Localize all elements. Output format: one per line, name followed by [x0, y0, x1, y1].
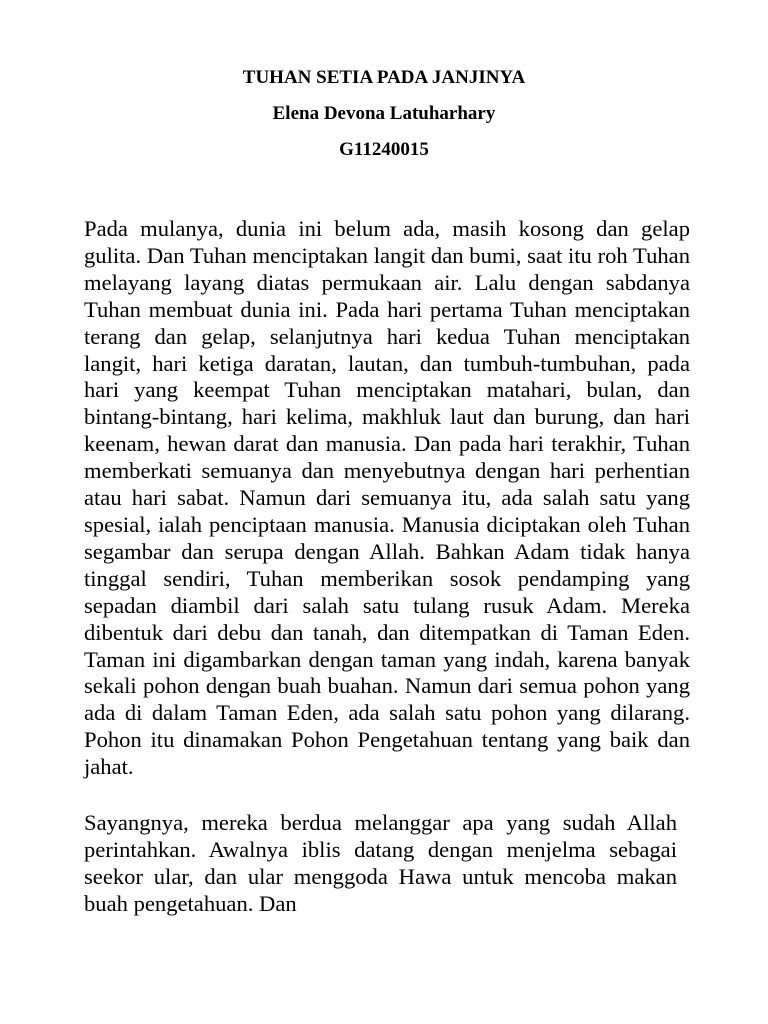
- body-paragraph-creation: Pada mulanya, dunia ini belum ada, masih kosong dan gelap gulita. Dan Tuhan menciptakan langit dan bumi, saat itu roh Tuhan melayang layang diatas permukaan air. Lalu dengan sabdanya Tuhan membuat dunia ini. Pada hari pertama Tuhan menciptakan terang dan gelap, selanjutnya hari kedua Tuhan menciptakan langit, hari ketiga daratan, lautan, dan tumbuh-tumbuhan, pada hari yang keempat Tuhan menciptakan matahari, bulan, dan bintang-bintang, hari kelima, makhluk laut dan burung, dan hari keenam, hewan darat dan manusia. Dan pada hari terakhir, Tuhan memberkati semuanya dan menyebutnya dengan hari perhentian atau hari sabat. Namun dari semuanya itu, ada salah satu yang spesial, ialah penciptaan manusia. Manusia diciptakan oleh Tuhan segambar dan serupa dengan Allah. Bahkan Adam tidak hanya tinggal sendiri, Tuhan memberikan sosok pendamping yang sepadan diambil dari salah satu tulang rusuk Adam. Mereka dibentuk dari debu dan tanah, dan ditempatkan di Taman Eden. Taman ini digambarkan dengan taman yang indah, karena banyak sekali pohon dengan buah buahan. Namun dari semua pohon yang ada di dalam Taman Eden, ada salah satu pohon yang dilarang. Pohon itu dinamakan Pohon Pengetahuan tentang yang baik dan jahat.: [84, 216, 690, 780]
- document-header: [0, 68, 768, 159]
- document-title: TUHAN SETIA PADA JANJINYA: [242, 67, 526, 88]
- document-body: [84, 216, 690, 918]
- author-name: Elena Devona Latuharhary: [272, 103, 496, 124]
- body-paragraph-fall: Sayangnya, mereka berdua melanggar apa yang sudah Allah perintahkan. Awalnya iblis datang dengan menjelma sebagai seekor ular, dan ular menggoda Hawa untuk mencoba makan buah pengetahuan. Dan: [84, 810, 677, 916]
- student-id: G11240015: [339, 139, 429, 160]
